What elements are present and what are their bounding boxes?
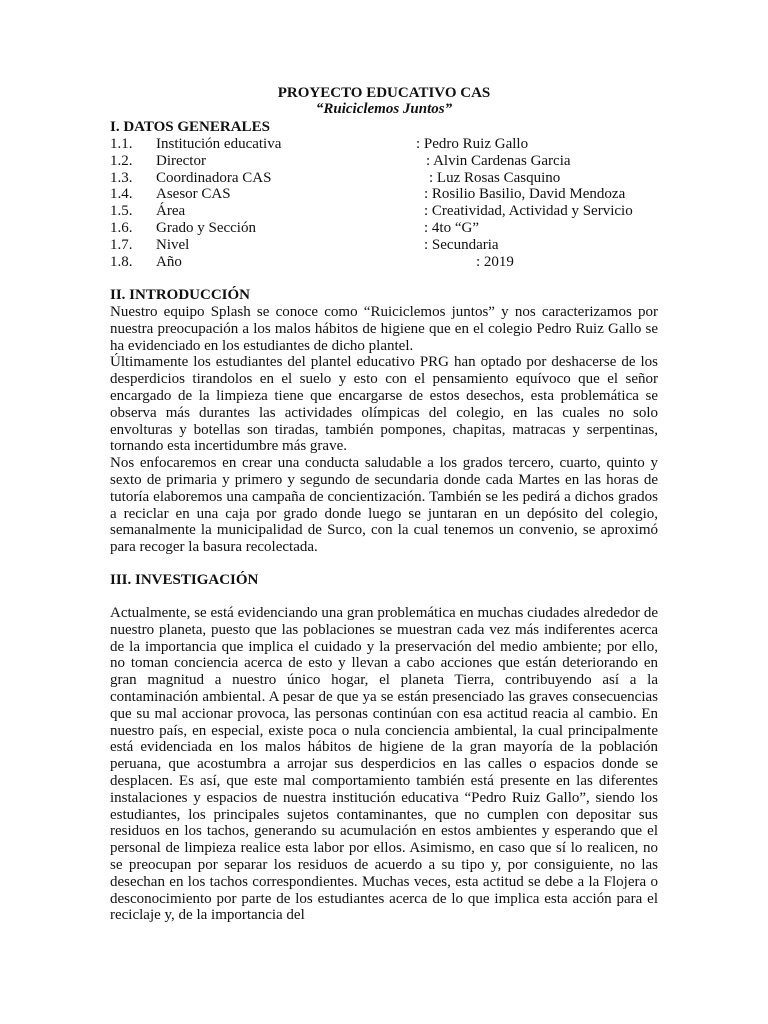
section-heading-investigacion: III. INVESTIGACIÓN: [110, 572, 259, 588]
row-value: : Secundaria: [424, 236, 499, 253]
row-value: : Luz Rosas Casquino: [429, 169, 561, 186]
document-title: PROYECTO EDUCATIVO CAS: [277, 85, 491, 101]
datos-row: [0, 186, 768, 203]
paragraph: Últimamente los estudiantes del plantel educativo PRG han optado por deshacerse de los desperdicios tirandolos en el suelo y esto con el pensamiento equívoco que el señor encargado de la limpieza tiene que encargarse de estos desechos, esta problemática se observa más durantes las actividades olímpicas del colegio, en las cuales no solo envolturas y botellas son tiradas, también pompones, chapitas, matracas y serpentinas, tornando esta incertidumbre más grave.: [110, 354, 658, 455]
row-value: : Rosilio Basilio, David Mendoza: [424, 186, 626, 203]
investigacion-body: [110, 605, 658, 924]
row-value: : 4to “G”: [424, 219, 479, 236]
row-number: 1.4.: [110, 186, 133, 203]
row-value: : Creatividad, Actividad y Servicio: [424, 203, 633, 220]
datos-row: [0, 153, 768, 170]
datos-row: [0, 203, 768, 220]
row-label: Director: [156, 152, 206, 169]
introduccion-body: [110, 304, 658, 556]
paragraph: Actualmente, se está evidenciando una gran problemática en muchas ciudades alrededor de nuestro planeta, puesto que las poblaciones se muestran cada vez más indiferentes acerca de la importancia que implica el cuidado y la preservación del medio ambiente; por ello, no toman conciencia acerca de esto y llevan a cabo acciones que están deteriorando en gran magnitud a nuestro único hogar, el planeta Tierra, contribuyendo así a la contaminación ambiental. A pesar de que ya se están presenciado las graves consecuencias que su mal accionar provoca, las personas continúan con esa actitud reacia al cambio. En nuestro país, en especial, existe poca o nula conciencia ambiental, la cual principalmente está evidenciada en los malos hábitos de higiene de la gran mayoría de la población peruana, que acostumbra a arrojar sus desperdicios en las calles o espacios donde se desplacen. Es así, que este mal comportamiento también está presente en las diferentes instalaciones y espacios de nuestra institución educativa “Pedro Ruiz Gallo”, siendo los estudiantes, los principales sujetos contaminantes, que no cumplen con depositar sus residuos en los tachos, generando su acumulación en estos ambientes y esperando que el personal de limpieza realice esta labor por ellos. Asimismo, en caso que sí lo realicen, no se preocupan por separar los residuos de acuerdo a su tipo y, por consiguiente, no las desechan en los tachos correspondientes. Muchas veces, esta actitud se debe a la Flojera o desconocimiento por parte de los estudiantes acerca de lo que implica esta acción para el reciclaje y, de la importancia del: [110, 605, 658, 924]
datos-row: [0, 136, 768, 153]
row-label: Institución educativa: [156, 136, 282, 152]
datos-row: [0, 237, 768, 254]
paragraph: Nos enfocaremos en crear una conducta saludable a los grados tercero, cuarto, quinto y sexto de primaria y primero y segundo de secundaria donde cada Martes en las horas de tutoría elaboremos una campaña de concientización. También se les pedirá a dichos grados a reciclar en una caja por grado donde luego se juntaran en un depósito del colegio, semanalmente la municipalidad de Surco, con la cual tenemos un convenio, se aproximó para recoger la basura recolectada.: [110, 455, 658, 556]
row-number: 1.3.: [110, 169, 133, 186]
datos-row: [0, 254, 768, 271]
row-value: : Alvin Cardenas Garcia: [426, 152, 571, 169]
row-value: : Pedro Ruiz Gallo: [416, 136, 529, 152]
row-label: Grado y Sección: [156, 219, 256, 236]
row-number: 1.5.: [110, 203, 133, 220]
row-label: Asesor CAS: [156, 186, 231, 203]
paragraph: Nuestro equipo Splash se conoce como “Ruiciclemos juntos” y nos caracterizamos por nuestra preocupación a los malos hábitos de higiene que en el colegio Pedro Ruiz Gallo se ha evidenciado en los estudiantes de dicho plantel.: [110, 304, 658, 354]
row-label: Coordinadora CAS: [156, 169, 272, 186]
row-label: Año: [156, 253, 182, 270]
row-number: 1.8.: [110, 253, 133, 270]
row-number: 1.7.: [110, 236, 133, 253]
row-number: 1.1.: [110, 136, 133, 152]
row-label: Área: [156, 203, 186, 220]
section-heading-datos-generales: I. DATOS GENERALES: [110, 119, 270, 135]
row-value: : 2019: [476, 253, 514, 270]
document-subtitle: “Ruiciclemos Juntos”: [315, 101, 453, 117]
datos-generales-list: [0, 136, 768, 270]
row-number: 1.2.: [110, 152, 133, 169]
datos-row: [0, 220, 768, 237]
section-heading-introduccion: II. INTRODUCCIÓN: [110, 287, 251, 303]
row-number: 1.6.: [110, 219, 133, 236]
datos-row: [0, 170, 768, 187]
row-label: Nivel: [156, 236, 190, 253]
